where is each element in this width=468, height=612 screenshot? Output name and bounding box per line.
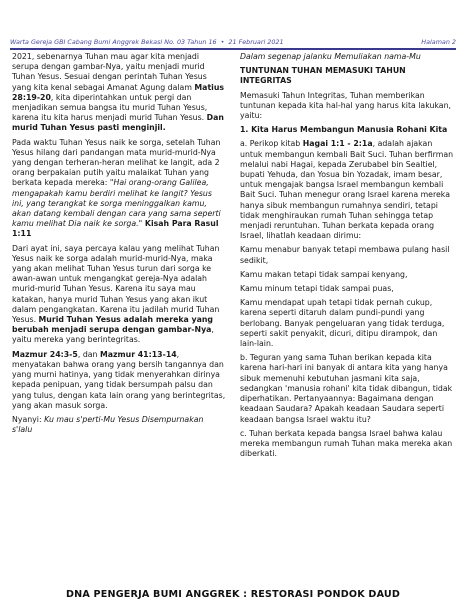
publication-title: Warta Gereja GBI Cabang Bumi Anggrek Bekasi No. 03 Tahun 16 <box>10 38 217 46</box>
bible-reference: Mazmur 24:3-5 <box>12 349 78 359</box>
paragraph: Dari ayat ini, saya percaya kalau yang melihat Tuhan Yesus naik ke sorga adalah murid-murid-Nya, maka yang akan melihat Tuhan Yesus turun dari sorga ke awan-awan untuk mengangkat gereja-Nya adalah murid-murid Tuhan Yesus. Karena itu saya mau katakan, hanya murid Tuhan Yesus yang akan ikut dalam pengangkatan. Karena itu jadilah murid Tuhan Yesus. Murid Tuhan Yesus adalah mereka yang berubah menjadi serupa dengan gambar-Nya, yaitu mereka yang berintegritas. <box>12 243 220 345</box>
list-item: Kamu mendapat upah tetapi tidak pernah cukup, karena seperti ditaruh dalam pundi-pundi yang berlobang. Banyak pengeluaran yang tidak terduga, seperti sakit penyakit, dicuri, ditipu dirampok, dan lain-lain. <box>240 298 445 349</box>
paragraph: 2021, sebenarnya Tuhan mau agar kita menjadi serupa dengan gambar-Nya, yaitu menjadi murid Tuhan Yesus. Sesuai dengan perintah Tuhan Yesus yang kita kenal sebagai Amanat Agung dalam Matius 28:19-20, kita diperintahkan untuk pergi dan menjadikan semua bangsa itu murid Tuhan Yesus, karena itu kita harus menjadi murid Tuhan Yesus. Dan murid Tuhan Yesus pasti menginjil. <box>12 52 225 133</box>
song-continuation: Dalam segenap jalanku Memuliakan nama-Mu <box>240 52 421 61</box>
bible-reference: Hagai 1:1 - 2:1a <box>302 139 373 149</box>
paragraph: Pada waktu Tuhan Yesus naik ke sorga, setelah Tuhan Yesus hilang dari pandangan mata murid-murid-Nya yang dengan terheran-heran melihat ke langit, ada 2 orang berpakaian putih yaitu malaikat Tuhan yang berkata kepada mereka: "Hai orang-orang Galilea, mengapakah kamu berdiri melihat ke langit? Yesus ini, yang terangkat ke sorga meninggalkan kamu, akan datang kembali dengan cara yang sama seperti kamu melihat Dia naik ke sorga." Kisah Para Rasul 1:11 <box>12 137 221 239</box>
section-heading: TUNTUNAN TUHAN MEMASUKI TAHUN INTEGRITAS <box>240 66 406 86</box>
emphasis: Murid Tuhan Yesus adalah mereka yang berubah menjadi serupa dengan gambar-Nya <box>12 315 214 335</box>
point-heading: 1. Kita Harus Membangun Manusia Rohani Kita <box>240 125 448 135</box>
paragraph: a. Perikop kitab Hagai 1:1 - 2:1a, adalah ajakan untuk membangun kembali Bait Suci. Tuhan berfirman melalui nabi Hagai, kepada Zerubabel bin Sealtiel, bupati Yehuda, dan Yosua bin Yozadak, imam besar, untuk mengajak bangsa Israel membangun kembali Bait Suci. Tuhan menegur orang Israel karena mereka hanya sibuk membangun rumahnya sendiri, tetapi tidak menghiraukan rumah Tuhan sehingga tetap menjadi reruntuhan. Tuhan berkata kepada orang Israel, lihatlah keadaan dirimu: <box>240 139 454 241</box>
list-item: Kamu makan tetapi tidak sampai kenyang, <box>240 269 408 279</box>
page-footer: DNA PENGERJA BUMI ANGGREK : RESTORASI PONDOK DAUD <box>65 589 401 600</box>
right-column <box>240 52 454 463</box>
paragraph: Mazmur 24:3-5, dan Mazmur 41:13-14, menyatakan bahwa orang yang bersih tangannya dan yang murni hatinya, yang tidak menyerahkan dirinya kepada penipuan, yang tidak bersumpah palsu dan yang tulus, dengan kata lain orang yang berintegritas, yang akan masuk sorga. <box>12 349 226 410</box>
issue-date: 21 Februari 2021 <box>228 38 284 46</box>
list-item: Kamu minum tetapi tidak sampai puas, <box>240 284 394 294</box>
page-header <box>10 36 456 48</box>
bible-reference: Kisah Para Rasul 1:11 <box>12 219 219 239</box>
list-item: Kamu menabur banyak tetapi membawa pulang hasil sedikit, <box>240 245 450 265</box>
song-line: Nyanyi: Ku mau s'perti-Mu Yesus Disempurnakan s'lalu <box>12 414 204 435</box>
header-publication-line <box>10 38 284 46</box>
scripture-quote: "Hai orang-orang Galilea, mengapakah kamu berdiri melihat ke langit? Yesus ini, yang terangkat ke sorga meninggalkan kamu, akan datang kembali dengan cara yang sama seperti kamu melihat Dia naik ke sorga." <box>12 178 221 229</box>
paragraph: b. Teguran yang sama Tuhan berikan kepada kita karena hari-hari ini banyak di antara kita yang hanya sibuk memenuhi kebutuhan jasmani kita saja, sedangkan 'manusia rohani' kita tidak dibangun, tidak diperhatikan. Pertanyaannya: Bagaimana dengan keadaan Saudara? Apakah keadaan Saudara seperti keadaan bangsa Israel waktu itu? <box>240 353 453 424</box>
page-number: Halaman 2 <box>421 38 456 46</box>
song-lyrics: Ku mau s'perti-Mu Yesus Disempurnakan s'lalu <box>12 414 204 435</box>
emphasis: Dan murid Tuhan Yesus pasti menginjil. <box>12 113 224 133</box>
paragraph: Memasuki Tahun Integritas, Tuhan memberikan tuntunan kepada kita hal-hal yang harus kita lakukan, yaitu: <box>240 90 452 121</box>
header-divider <box>10 48 456 50</box>
paragraph: c. Tuhan berkata kepada bangsa Israel bahwa kalau mereka membangun rumah Tuhan maka mereka akan diberkati. <box>240 428 453 459</box>
bible-reference: Matius 28:19-20 <box>12 82 225 102</box>
bullet: • <box>220 38 225 46</box>
left-column <box>12 52 226 439</box>
bible-reference: Mazmur 41:13-14 <box>99 349 177 359</box>
